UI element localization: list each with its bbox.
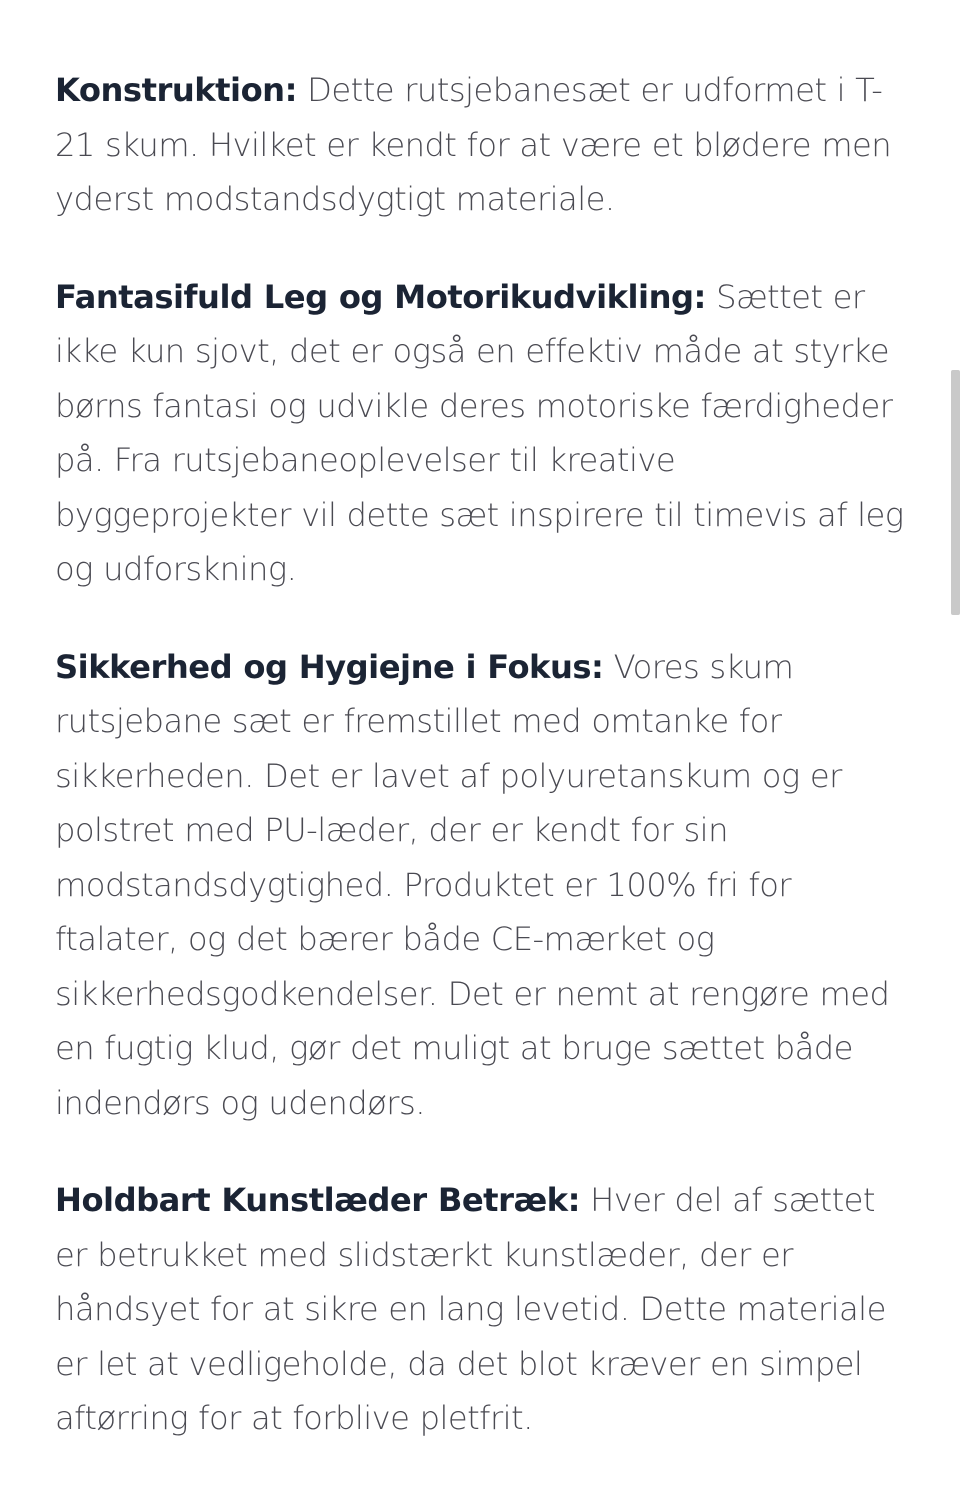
- section-heading: Holdbart Kunstlæder Betræk:: [55, 1181, 580, 1219]
- section-body: Sættet er ikke kun sjovt, det er også en effektiv måde at styrke børns fantasi og udvikle deres motoriske færdigheder på. Fra rutsjebaneoplevelser til kreative byggeprojekter vil dette sæt inspirere til timevis af leg og udforskning.: [55, 277, 904, 588]
- scrollbar-thumb[interactable]: [951, 370, 960, 615]
- section-body: Hver del af sættet er betrukket med slidstærkt kunstlæder, der er håndsyet for at sikre en lang levetid. Dette materiale er let at vedligeholde, da det blot kræver en simpel aftørring for at forblive pletfrit.: [55, 1181, 886, 1437]
- section-construction: [55, 63, 905, 227]
- section-heading: Fantasifuld Leg og Motorikudvikling:: [55, 277, 706, 316]
- section-heading: Konstruktion:: [55, 71, 297, 109]
- section-play-motor-skills: [55, 270, 905, 597]
- product-description: [55, 63, 905, 1489]
- section-heading: Sikkerhed og Hygiejne i Fokus:: [55, 647, 604, 686]
- section-body: Vores skum rutsjebane sæt er fremstillet med omtanke for sikkerheden. Det er lavet af polyuretanskum og er polstret med PU-læder, der er kendt for sin modstandsdygtighed. Produktet er 100% fri for ftalater, og det bærer både CE-mærket og sikkerhedsgodkendelser. Det er nemt at rengøre med en fugtig klud, gør det muligt at bruge sættet både indendørs og udendørs.: [55, 647, 890, 1122]
- section-safety-hygiene: [55, 640, 905, 1131]
- section-leather-cover: [55, 1173, 905, 1446]
- section-body: Dette rutsjebanesæt er udformet i T-21 skum. Hvilket er kendt for at være et blødere men yderst modstandsdygtigt materiale.: [55, 71, 892, 218]
